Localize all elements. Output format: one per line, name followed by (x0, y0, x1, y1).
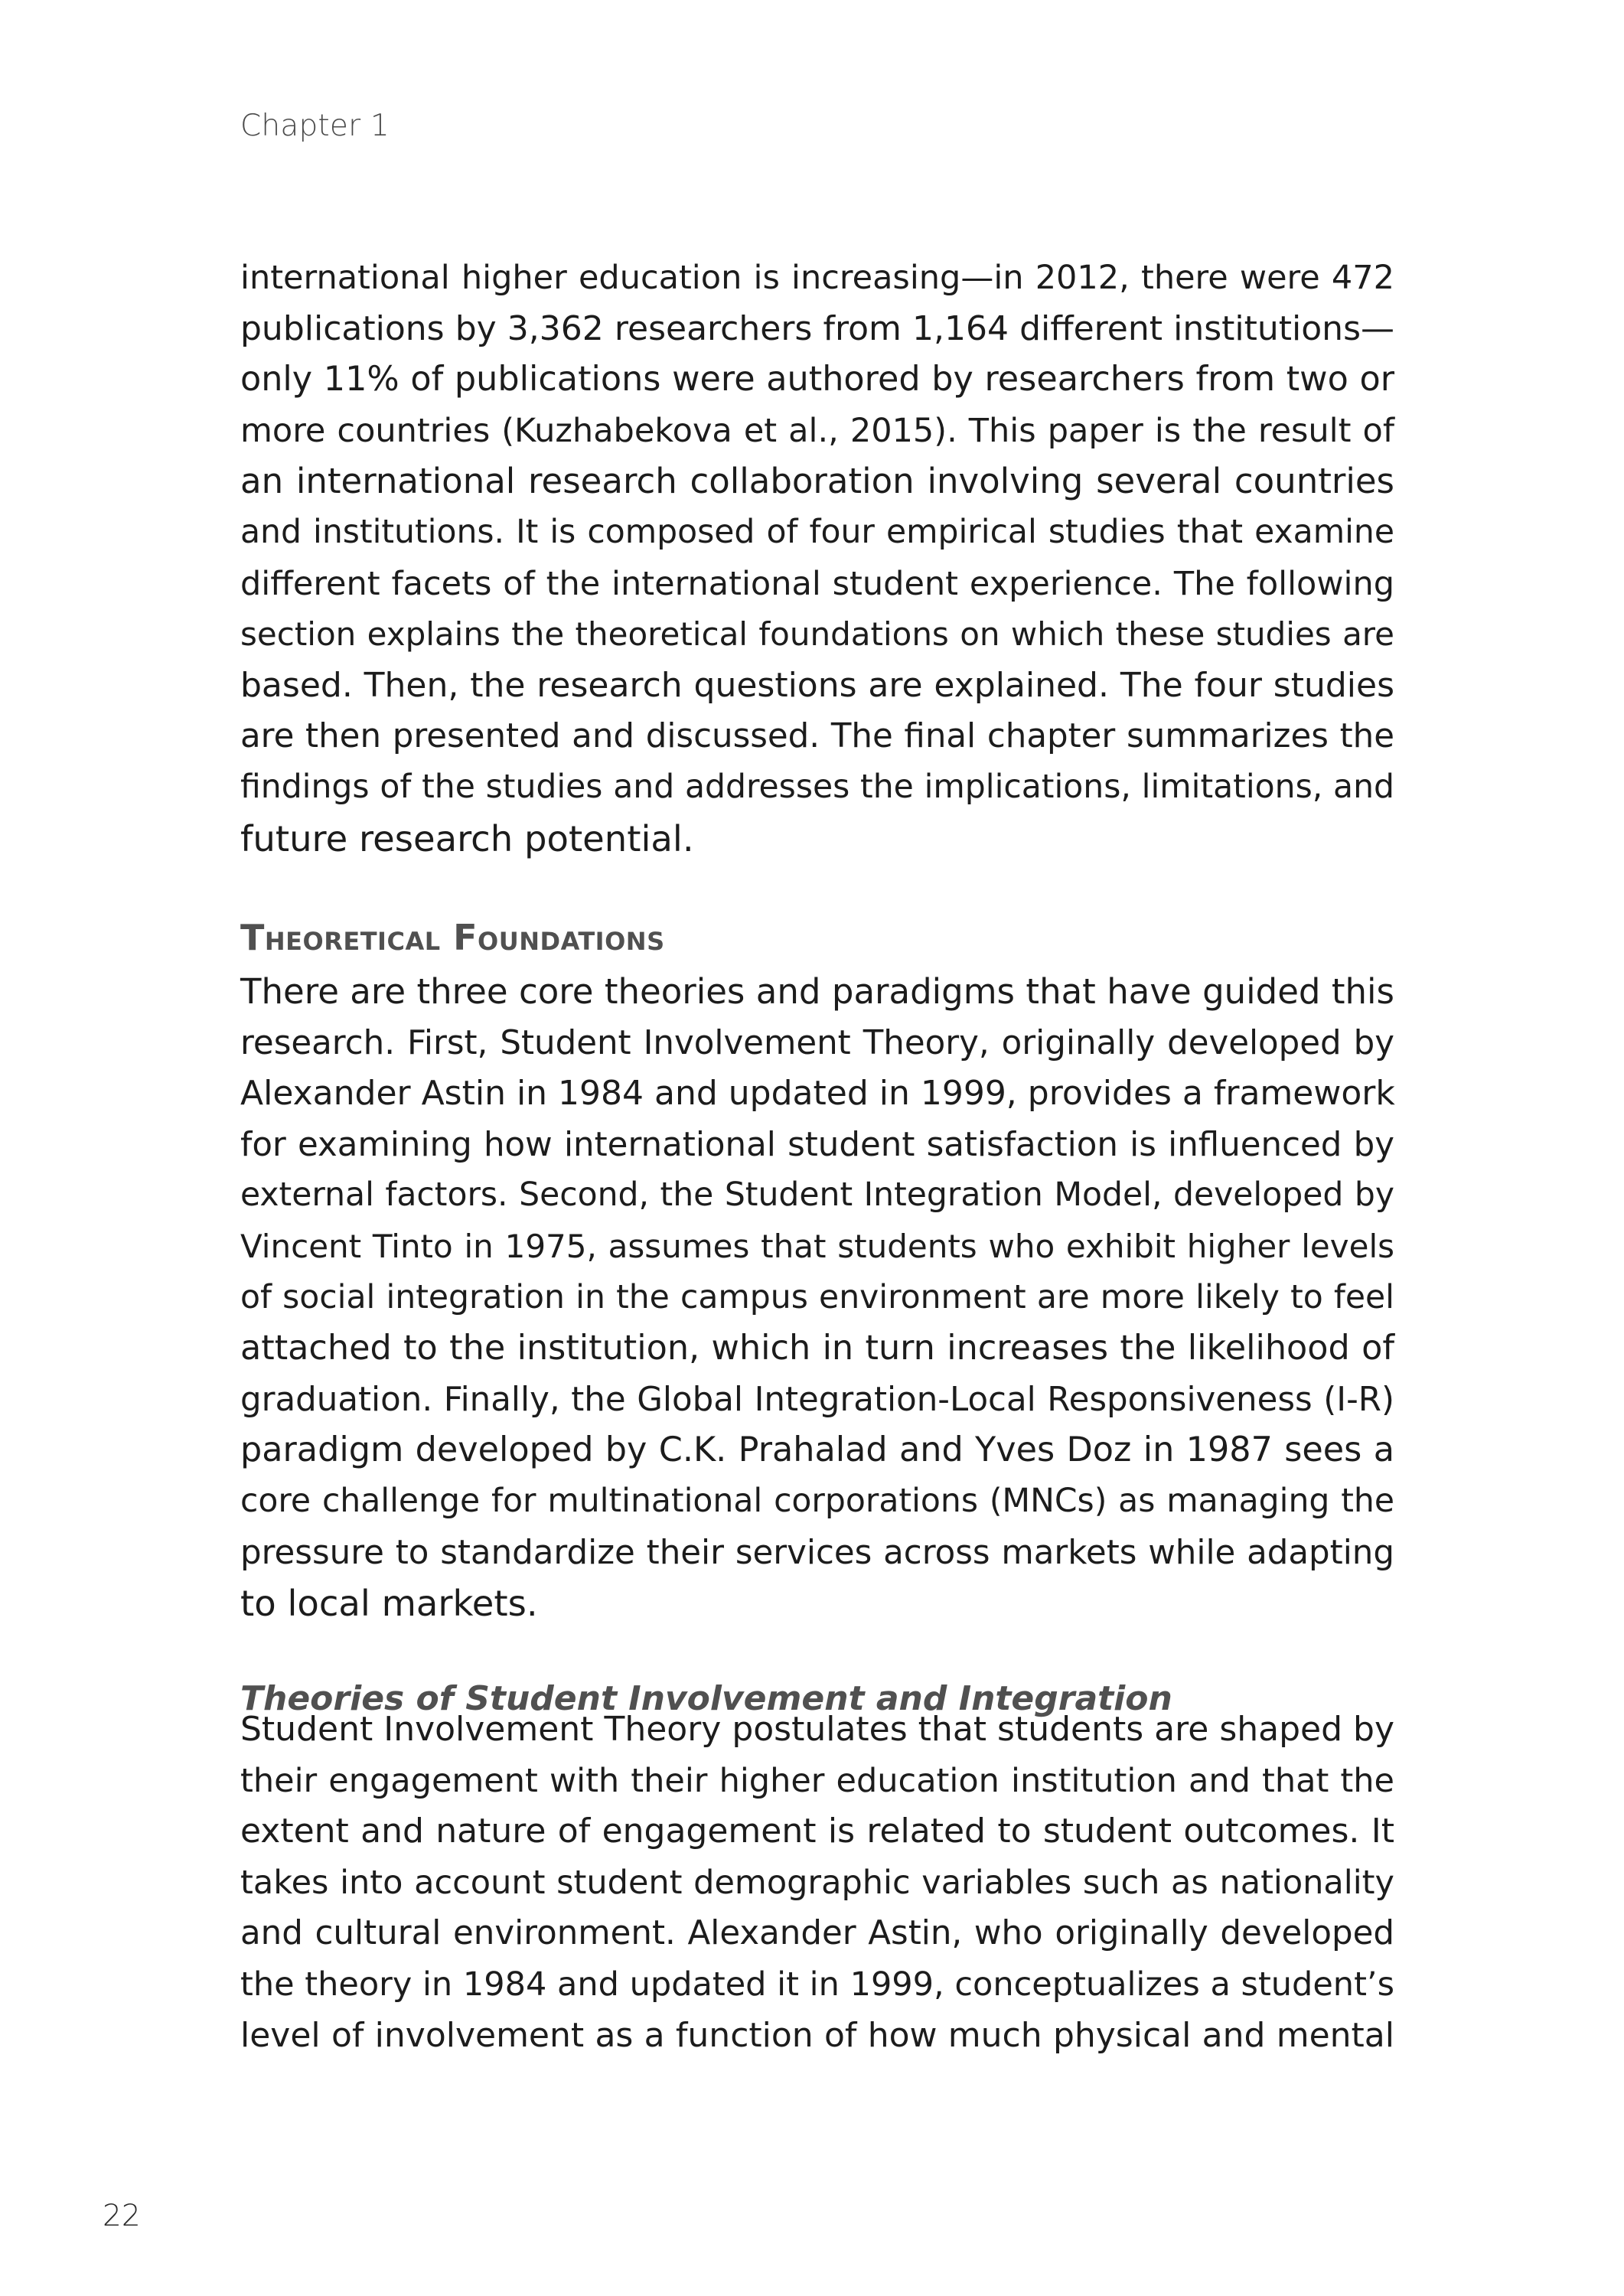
paragraph-line: only 11% of publications were authored by researchers from two or (240, 360, 1394, 400)
paragraph-line: findings of the studies and addresses the implications, limitations, and (240, 768, 1394, 806)
paragraph-line: level of involvement as a function of how much physical and mental (240, 2015, 1394, 2055)
paragraph-line: based. Then, the research questions are explained. The four studies (240, 665, 1394, 705)
paragraph-line: future research potential. (240, 817, 694, 859)
paragraph-line: and institutions. It is composed of four empirical studies that examine (240, 513, 1394, 551)
paragraph-line: takes into account student demographic variables such as nationality (240, 1863, 1394, 1902)
paragraph-line: their engagement with their higher education institution and that the (240, 1761, 1394, 1800)
paragraph-line: attached to the institution, which in turn increases the likelihood of (240, 1329, 1394, 1368)
paragraph-line: graduation. Finally, the Global Integration-Local Responsiveness (I-R) (240, 1380, 1394, 1419)
paragraph-line: are then presented and discussed. The final chapter summarizes the (240, 717, 1394, 756)
paragraph-line: international higher education is increasing—in 2012, there were 472 (240, 259, 1394, 297)
paragraph-line: Student Involvement Theory postulates that students are shaped by (240, 1710, 1394, 1749)
paragraph-line: an international research collaboration involving several countries (240, 461, 1394, 502)
paragraph-line: external factors. Second, the Student Integration Model, developed by (240, 1176, 1394, 1215)
paragraph-line: core challenge for multinational corporations (MNCs) as managing the (240, 1482, 1394, 1520)
section-heading-theoretical-foundations: Theoretical Foundations (240, 917, 665, 958)
paragraph-line: different facets of the international student experience. The following (240, 564, 1394, 603)
page-number: 22 (103, 2199, 141, 2233)
paragraph-line: research. First, Student Involvement Theory, originally developed by (240, 1023, 1394, 1062)
subsection-heading-involvement-integration: Theories of Student Involvement and Integration (240, 1679, 1172, 1718)
paragraph-line: pressure to standardize their services across markets while adapting (240, 1533, 1394, 1572)
paragraph-line: and cultural environment. Alexander Astin, who originally developed (240, 1914, 1394, 1953)
paragraph-line: the theory in 1984 and updated it in 1999, conceptualizes a student’s (240, 1965, 1394, 2004)
paragraph-line: for examining how international student satisfaction is influenced by (240, 1125, 1394, 1164)
paragraph-line: extent and nature of engagement is related to student outcomes. It (240, 1812, 1394, 1851)
paragraph-line: Vincent Tinto in 1975, assumes that students who exhibit higher levels (240, 1227, 1394, 1265)
paragraph-line: to local markets. (240, 1583, 538, 1625)
paragraph-line: There are three core theories and paradigms that have guided this (240, 971, 1394, 1012)
theoretical-foundations-paragraph (240, 967, 1394, 1629)
running-header: Chapter 1 (240, 109, 390, 143)
paragraph-line: of social integration in the campus environment are more likely to feel (240, 1278, 1394, 1316)
paragraph-line: paradigm developed by C.K. Prahalad and Yves Doz in 1987 sees a (240, 1430, 1394, 1470)
intro-paragraph (240, 253, 1394, 864)
paragraph-line: section explains the theoretical foundations on which these studies are (240, 615, 1394, 654)
paragraph-line: more countries (Kuzhabekova et al., 2015). This paper is the result of (240, 411, 1394, 450)
involvement-paragraph (240, 1704, 1394, 2061)
paragraph-line: Alexander Astin in 1984 and updated in 1999, provides a framework (240, 1074, 1395, 1114)
paragraph-line: publications by 3,362 researchers from 1,164 different institutions— (240, 308, 1394, 348)
